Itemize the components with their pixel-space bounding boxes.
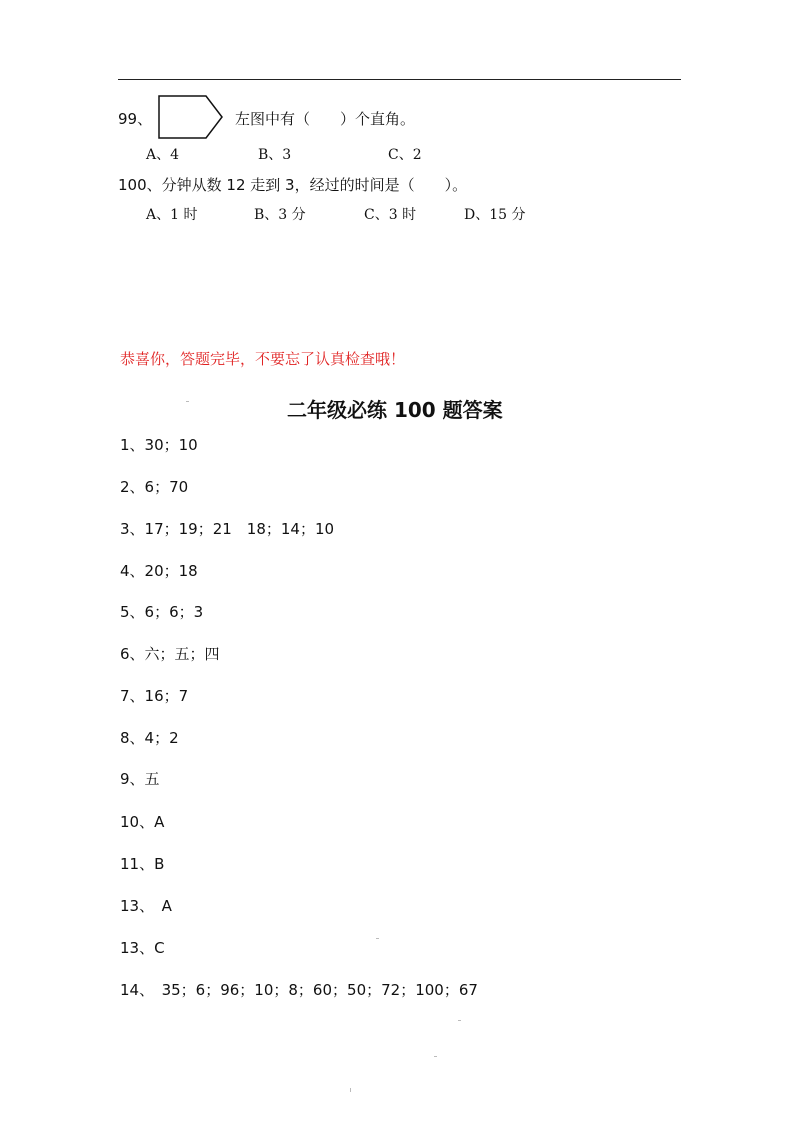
question-99-option-c: C、2 — [388, 147, 422, 163]
answers-title: 二年级必练 100 题答案 — [287, 398, 503, 422]
question-100-option-d: D、15 分 — [464, 207, 526, 223]
answer-item: 4、20；18 — [120, 562, 198, 580]
answer-item: 5、6；6；3 — [120, 603, 204, 621]
question-99-text: 左图中有（ ）个直角。 — [235, 110, 416, 128]
answer-item: 9、五 — [120, 770, 160, 788]
answer-item: 13、 A — [120, 897, 172, 915]
question-99-option-b: B、3 — [258, 147, 292, 163]
question-100-option-c: C、3 时 — [364, 207, 417, 223]
answer-item: 8、4；2 — [120, 729, 179, 747]
question-99-option-a: A、4 — [146, 147, 180, 163]
question-100-text: 100、分钟从数 12 走到 3，经过的时间是（ ）。 — [118, 176, 468, 194]
answer-item: 2、6；70 — [120, 478, 189, 496]
scan-speck — [434, 1056, 437, 1057]
scan-speck — [376, 938, 379, 939]
answer-item: 14、 35；6；96；10；8；60；50；72；100；67 — [120, 981, 478, 999]
answer-item: 13、C — [120, 939, 165, 957]
header-divider — [118, 79, 681, 80]
answer-item: 1、30；10 — [120, 436, 198, 454]
scan-speck — [458, 1020, 461, 1021]
question-99-number: 99、 — [118, 110, 153, 128]
question-100-option-a: A、1 时 — [146, 207, 198, 223]
answer-item: 10、A — [120, 813, 165, 831]
scan-speck — [350, 1088, 351, 1092]
congrats-message: 恭喜你，答题完毕，不要忘了认真检查哦！ — [120, 350, 406, 368]
answer-item: 7、16；7 — [120, 687, 189, 705]
pentagon-shape-figure — [158, 95, 224, 139]
answer-item: 6、六；五；四 — [120, 645, 220, 663]
question-100-option-b: B、3 分 — [254, 207, 306, 223]
answer-item: 3、17；19；21 18；14；10 — [120, 520, 335, 538]
answer-item: 11、B — [120, 855, 165, 873]
scan-speck — [186, 401, 189, 402]
